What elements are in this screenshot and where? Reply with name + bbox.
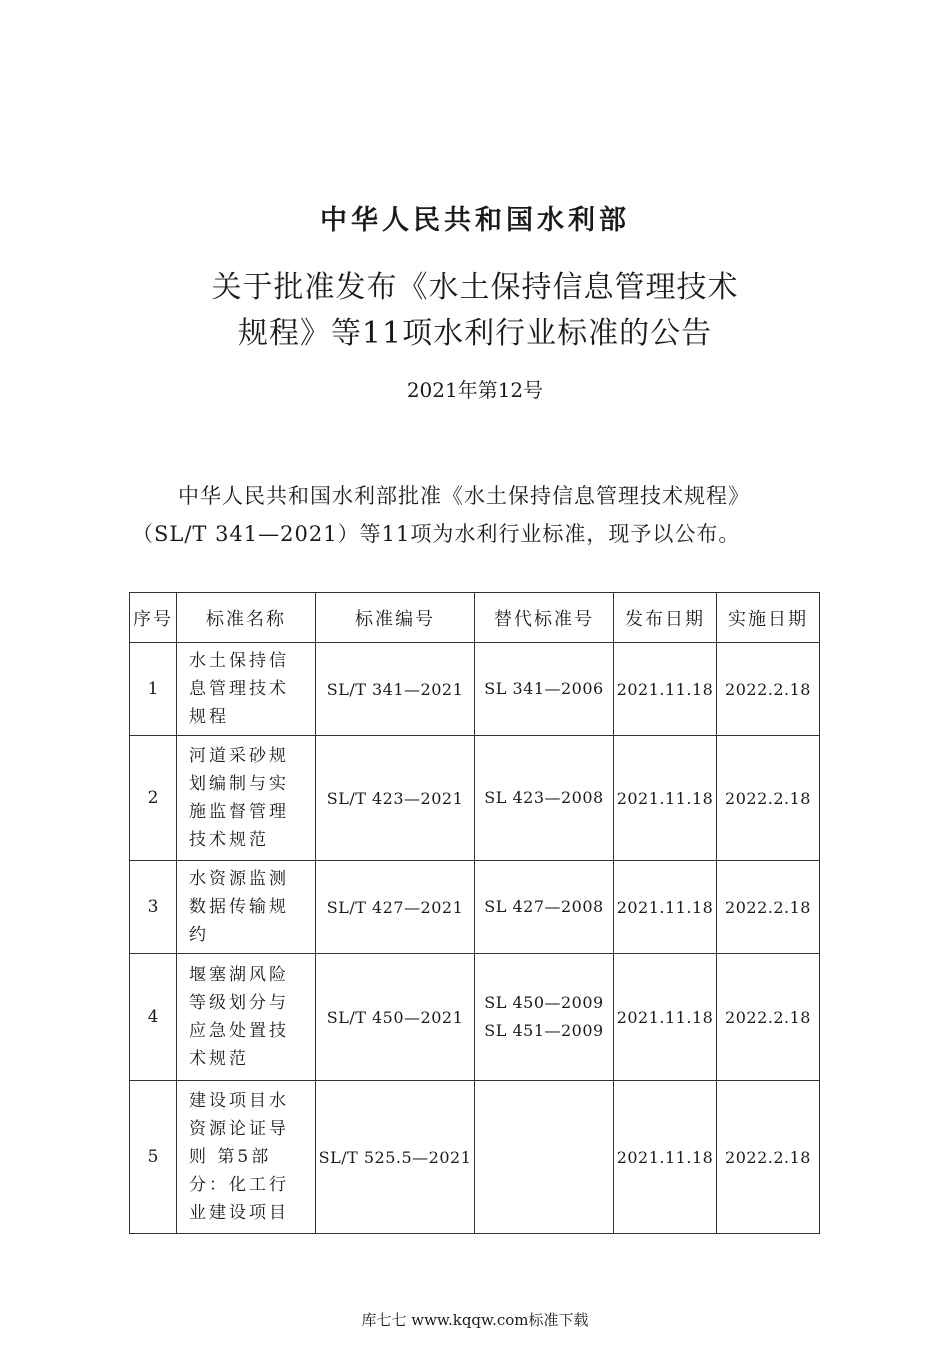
footer-watermark-text: 库七七 www.kqqw.com标准下载 (361, 1311, 589, 1329)
replaced-standard (475, 1081, 614, 1234)
effective-date: 2022.2.18 (717, 954, 820, 1081)
publish-date: 2021.11.18 (614, 1081, 717, 1234)
notice-title-line-1: 关于批准发布《水土保持信息管理技术 (211, 270, 739, 305)
publish-date: 2021.11.18 (614, 954, 717, 1081)
standard-name: 水资源监测数据传输规约 (177, 861, 316, 954)
replaced-code: SL 427—2008 (484, 897, 604, 916)
column-header-number: 序号 (130, 593, 177, 643)
row-number: 1 (130, 643, 177, 736)
row-number: 2 (130, 736, 177, 861)
announcement-paragraph-line-1: 中华人民共和国水利部批准《水土保持信息管理技术规程》 (178, 484, 750, 508)
column-header-code: 标准编号 (316, 593, 475, 643)
table-row (130, 1081, 820, 1234)
issuing-organization: 中华人民共和国水利部 (320, 205, 630, 236)
effective-date: 2022.2.18 (717, 643, 820, 736)
document-number: 2021年第12号 (406, 378, 544, 402)
column-header-effective: 实施日期 (717, 593, 820, 643)
column-header-published: 发布日期 (614, 593, 717, 643)
table-row (130, 736, 820, 861)
replaced-standard (475, 736, 614, 861)
standard-name: 建设项目水资源论证导则 第5部分：化工行业建设项目 (177, 1081, 316, 1234)
replaced-code: SL 450—2009 (484, 993, 604, 1012)
effective-date: 2022.2.18 (717, 1081, 820, 1234)
publish-date: 2021.11.18 (614, 643, 717, 736)
standard-name: 堰塞湖风险等级划分与应急处置技术规范 (177, 954, 316, 1081)
notice-title-line-2: 规程》等11项水利行业标准的公告 (237, 316, 713, 351)
standard-code: SL/T 427—2021 (316, 861, 475, 954)
standard-code: SL/T 525.5—2021 (316, 1081, 475, 1234)
publish-date: 2021.11.18 (614, 736, 717, 861)
announcement-paragraph-line-2: （SL/T 341—2021）等11项为水利行业标准，现予以公布。 (132, 522, 741, 546)
table-row (130, 643, 820, 736)
standard-code: SL/T 341—2021 (316, 643, 475, 736)
replaced-standard (475, 861, 614, 954)
standard-code: SL/T 423—2021 (316, 736, 475, 861)
standard-name: 水土保持信息管理技术规程 (177, 643, 316, 736)
standard-name: 河道采砂规划编制与实施监督管理技术规范 (177, 736, 316, 861)
standard-code: SL/T 450—2021 (316, 954, 475, 1081)
table-header-row (130, 593, 820, 643)
replaced-code: SL 341—2006 (484, 679, 604, 698)
row-number: 4 (130, 954, 177, 1081)
column-header-replaces: 替代标准号 (475, 593, 614, 643)
replaced-standard (475, 643, 614, 736)
publish-date: 2021.11.18 (614, 861, 717, 954)
replaced-standard (475, 954, 614, 1081)
replaced-code: SL 423—2008 (484, 788, 604, 807)
row-number: 3 (130, 861, 177, 954)
column-header-name: 标准名称 (177, 593, 316, 643)
effective-date: 2022.2.18 (717, 736, 820, 861)
replaced-code: SL 451—2009 (484, 1021, 604, 1040)
effective-date: 2022.2.18 (717, 861, 820, 954)
table-row (130, 861, 820, 954)
table-row (130, 954, 820, 1081)
standards-table (129, 592, 820, 1234)
row-number: 5 (130, 1081, 177, 1234)
